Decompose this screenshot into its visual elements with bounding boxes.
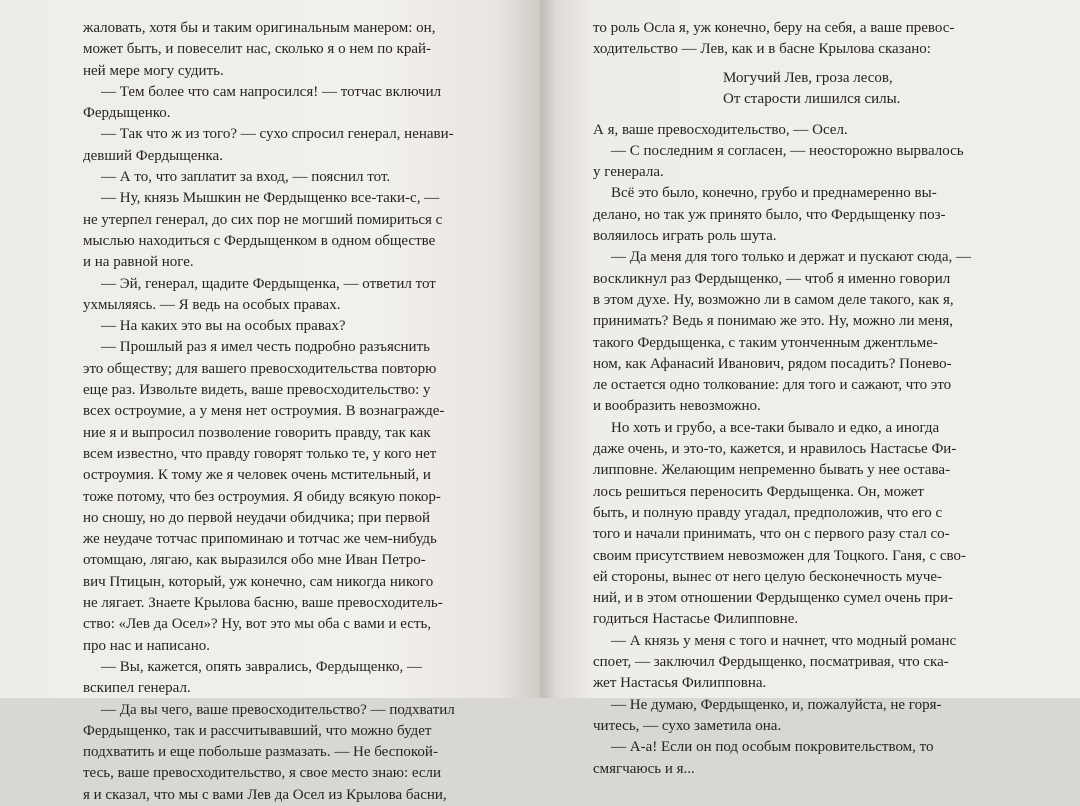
text-line: ние я и выпросил позволение говорить правду, так как [83, 424, 431, 441]
text-line: смягчаюсь и я... [593, 760, 695, 777]
verse-quote [723, 68, 1012, 110]
right-page-text [593, 18, 1012, 780]
text-line: — Тем более что сам напросился! — тотчас включил [101, 83, 442, 100]
text-line: быть, и полную правду угадал, предположив, что его с [593, 504, 943, 521]
text-line: жаловать, хотя бы и таким оригинальным манером: он, [83, 20, 436, 36]
text-line: то роль Осла я, уж конечно, беру на себя, а ваше превос- [593, 20, 955, 36]
text-line: — С последним я согласен, — неосторожно вырвалось [611, 142, 964, 159]
text-line: — Не думаю, Фердыщенко, и, пожалуйста, не горя- [611, 696, 942, 713]
text-line: — А князь у меня с того и начнет, что модный романс [611, 632, 957, 649]
text-line: ле остается одно толкование: для того и сажают, что это [593, 377, 952, 394]
text-line: может быть, и повеселит нас, сколько я о нем по край- [83, 41, 432, 58]
text-line: лось решиться переносить Фердыщенка. Он, может [593, 483, 924, 500]
text-line: всех остроумие, а у меня нет остроумия. В вознагражде- [83, 403, 445, 420]
text-line: ний, и в этом отношении Фердыщенко сумел очень при- [593, 590, 954, 607]
text-line: Фердыщенко, так и рассчитывавший, что можно будет [83, 722, 432, 739]
text-line: такого Фердыщенка, с таким утонченным джентльме- [593, 334, 938, 351]
text-line: ухмыляясь. — Я ведь на особых правах. [83, 296, 341, 313]
text-line: ном, как Афанасий Иванович, рядом посадить? Понево- [593, 355, 952, 372]
verse-line: Могучий Лев, гроза лесов, [723, 69, 893, 86]
text-line: про нас и написано. [83, 637, 210, 654]
text-line: — Прошлый раз я имел честь подробно разъяснить [101, 339, 430, 356]
text-line: всем известно, что правду говорят только те, у кого нет [83, 445, 437, 462]
text-line: того и начали принимать, что он с первого разу стал со- [593, 526, 950, 543]
text-line: Фердыщенко. [83, 105, 171, 122]
verse-line: От старости лишился силы. [723, 90, 901, 107]
right-page [540, 0, 1080, 777]
text-line: остроумия. К тому же я человек очень мстительный, и [83, 467, 431, 484]
text-line: же неудаче тотчас припоминаю и тотчас же чем-нибудь [83, 531, 437, 548]
text-line: и вообразить невозможно. [593, 398, 761, 415]
text-line: ство: «Лев да Осел»? Ну, вот это мы оба с вами и есть, [83, 616, 432, 633]
text-line: даже очень, и это-то, кажется, и нравилось Настасье Фи- [593, 441, 957, 458]
text-line: отомщаю, лягаю, как выразился обо мне Иван Петро- [83, 552, 426, 569]
text-line: — Вы, кажется, опять заврались, Фердыщенко, — [101, 658, 422, 675]
text-line: не лягает. Знаете Крылова басню, ваше превосходитель- [83, 595, 443, 612]
text-line: еще раз. Извольте видеть, ваше превосходительство: у [83, 382, 431, 399]
text-line: — Эй, генерал, щадите Фердыщенка, — ответил тот [101, 275, 436, 292]
text-line: у генерала. [593, 164, 664, 181]
text-line: липповне. Желающим непременно бывать у нее остава- [593, 462, 950, 479]
text-line: принимать? Ведь я понимаю же это. Ну, можно ли меня, [593, 313, 954, 330]
text-line: жет Настасья Филипповна. [593, 675, 767, 692]
text-line: воляилось играть роль шута. [593, 228, 777, 245]
text-line: но сношу, но до первой неудачи обидчика; при первой [83, 509, 430, 526]
text-line: годиться Настасье Филипповне. [593, 611, 799, 628]
text-line: ходительство — Лев, как и в басне Крылова сказано: [593, 41, 931, 58]
text-line: подхватить и еще побольше размазать. — Не беспокой- [83, 744, 438, 761]
text-line: — А-а! Если он под особым покровительством, то [611, 739, 934, 756]
text-line: — Так что ж из того? — сухо спросил генерал, ненави- [101, 126, 454, 143]
text-line: — Да меня для того только и держат и пускают сюда, — [611, 249, 972, 266]
text-line: воскликнул раз Фердыщенко, — чтоб я именно говорил [593, 270, 951, 287]
text-line: ней мере могу судить. [83, 62, 224, 79]
text-line: я и сказал, что мы с вами Лев да Осел из Крылова басни, [83, 786, 447, 803]
text-line: в этом духе. Ну, возможно ли в самом деле такого, как я, [593, 291, 954, 308]
text-line: Всё это было, конечно, грубо и преднамеренно вы- [611, 185, 937, 202]
text-line: споет, — заключил Фердыщенко, посматривая, что ска- [593, 654, 949, 671]
text-line: мыслью находиться с Фердыщенком в одном обществе [83, 232, 436, 249]
text-line: — Да вы чего, ваше превосходительство? — подхватил [101, 701, 455, 718]
text-line: вскипел генерал. [83, 680, 191, 697]
text-line: А я, ваше превосходительство, — Осел. [593, 121, 848, 138]
text-line: — На каких это вы на особых правах? [101, 318, 346, 335]
text-line: ей стороны, вынес от него целую бесконечность муче- [593, 568, 943, 585]
text-line: своим присутствием невозможен для Тоцкого. Ганя, с сво- [593, 547, 967, 564]
text-line: тесь, ваше превосходительство, я свое место знаю: если [83, 765, 442, 782]
text-line: делано, но так уж принято было, что Фердыщенку поз- [593, 206, 946, 223]
text-line: тоже потому, что без остроумия. Я обиду всякую покор- [83, 488, 441, 505]
text-line: читесь, — сухо заметила она. [593, 717, 782, 734]
text-line: — Ну, князь Мышкин не Фердыщенко все-таки-с, — [101, 190, 440, 207]
text-line: девший Фердыщенка. [83, 147, 223, 164]
text-line: Но хоть и грубо, а все-таки бывало и едко, а иногда [611, 419, 940, 436]
left-page [0, 0, 540, 803]
text-line: это обществу; для вашего превосходительства повторю [83, 360, 437, 377]
text-line: и на равной ноге. [83, 254, 194, 271]
text-line: не утерпел генерал, до сих пор не могший помириться с [83, 211, 443, 228]
left-page-text [83, 18, 480, 806]
text-line: вич Птицын, который, уж конечно, сам никогда никого [83, 573, 434, 590]
text-line: — А то, что заплатит за вход, — пояснил тот. [101, 169, 391, 186]
